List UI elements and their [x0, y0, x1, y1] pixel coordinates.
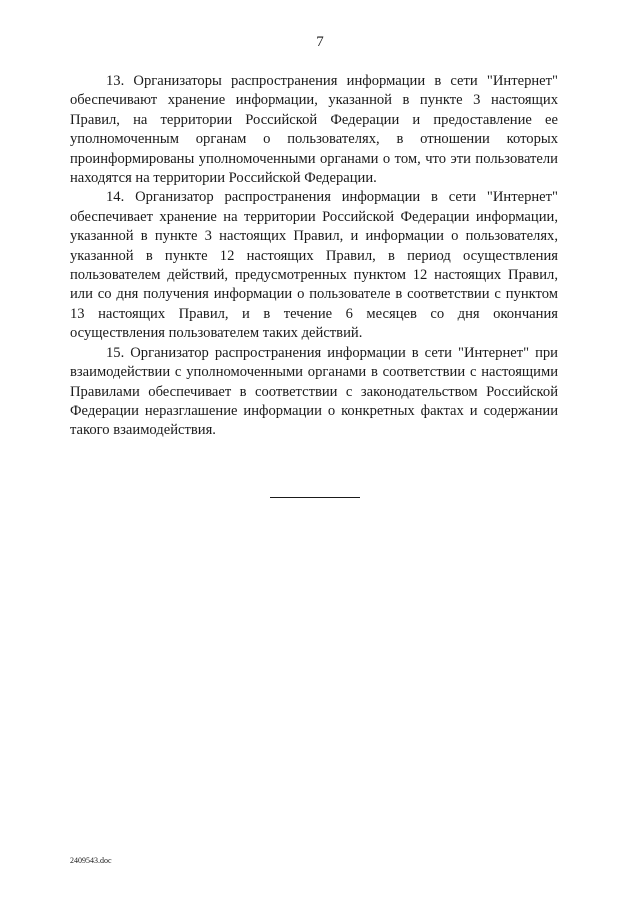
paragraph-15: 15. Организатор распространения информации в сети "Интернет" при взаимодействии с уполномоченными органами в соответствии с настоящими Правилами обеспечивает в соответствии с законодательством Российской Федерации неразглашение информации о конкретных фактах и содержании такого взаимодействия.	[70, 344, 558, 439]
document-body	[70, 72, 558, 441]
paragraph-13: 13. Организаторы распространения информации в сети "Интернет" обеспечивают хранение информации, указанной в пункте 3 настоящих Правил, на территории Российской Федерации и предоставление ее уполномоченным органам о пользователях, в отношении которых проинформированы уполномоченными органами о том, что эти пользователи находятся на территории Российской Федерации.	[70, 73, 558, 187]
footer-file-name: 2409543.doc	[70, 856, 112, 865]
end-separator-line	[270, 497, 360, 498]
paragraph-14: 14. Организатор распространения информации в сети "Интернет" обеспечивает хранение на территории Российской Федерации информации, указанной в пункте 3 настоящих Правил, и информации о пользователях, указанной в пункте 12 настоящих Правил, в период осуществления пользователем действий, предусмотренных пунктом 12 настоящих Правил, или со дня получения информации о пользователе в соответствии с пунктом 13 настоящих Правил, и в течение 6 месяцев со дня окончания осуществления пользователем таких действий.	[70, 189, 558, 342]
page-number: 7	[316, 34, 324, 50]
